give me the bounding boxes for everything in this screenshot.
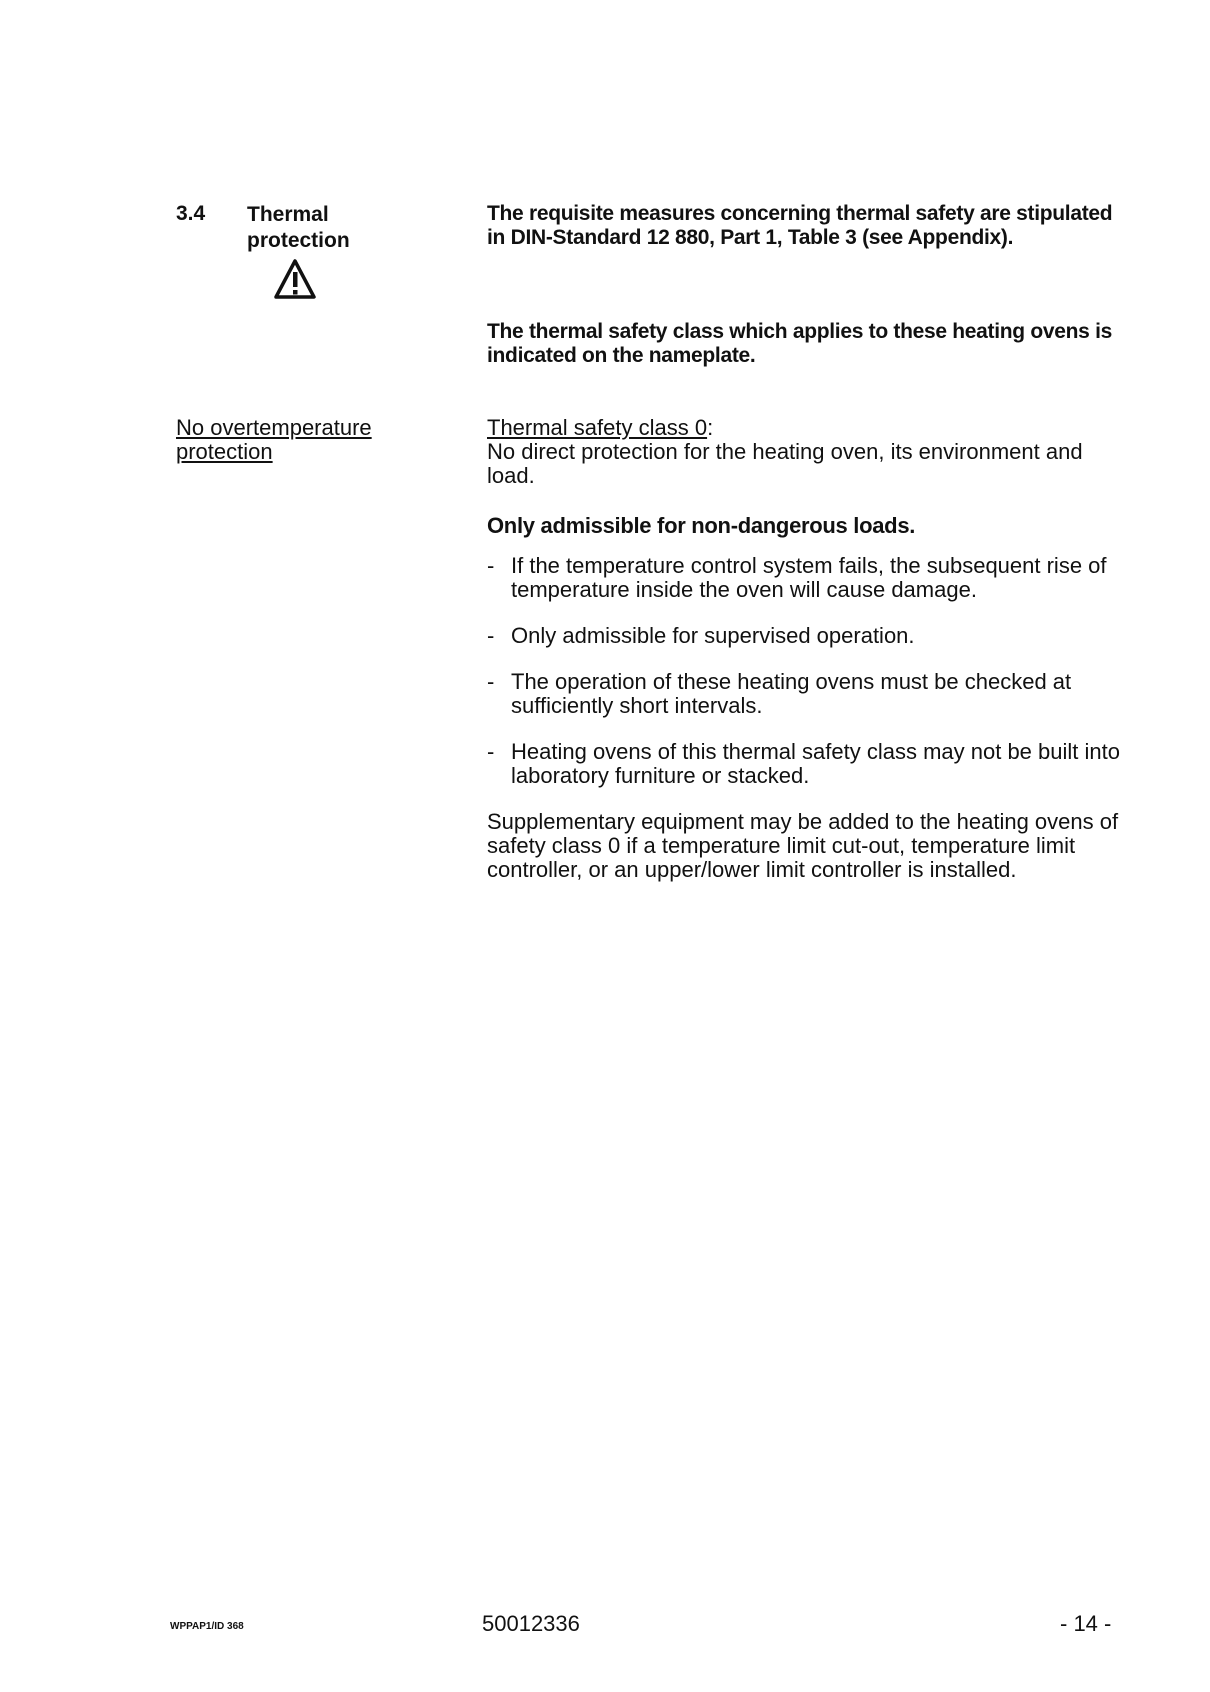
class-description: No direct protection for the heating oven, its environment and load. <box>487 439 1083 488</box>
bullet-list <box>487 554 1127 788</box>
bold-note: Only admissible for non-dangerous loads. <box>487 513 916 538</box>
warning-triangle-icon <box>273 258 317 300</box>
list-item <box>487 554 1127 602</box>
list-item-text: Only admissible for supervised operation. <box>511 623 915 648</box>
footer-doc-number: 50012336 <box>482 1611 580 1636</box>
bullet-marker: - <box>487 669 495 694</box>
class-title: Thermal safety class 0 <box>487 415 708 440</box>
bullet-marker: - <box>487 553 495 578</box>
subsection-body <box>487 416 1127 882</box>
intro-paragraph-nameplate: The thermal safety class which applies to these heating ovens is indicated on the nameplate. <box>487 320 1113 367</box>
intro-paragraph-standard: The requisite measures concerning thermal safety are stipulated in DIN-Standard 12 880, Part 1, Table 3 (see Appendix). <box>487 202 1113 249</box>
section-number: 3.4 <box>176 202 206 225</box>
footer-code: WPPAP1/ID 368 <box>170 1621 244 1632</box>
list-item-text: Heating ovens of this thermal safety class may not be built into laboratory furniture or stacked. <box>511 739 1120 788</box>
class-title-colon: : <box>707 415 714 440</box>
list-item-text: The operation of these heating ovens must be checked at sufficiently short intervals. <box>511 669 1072 718</box>
list-item <box>487 624 1127 648</box>
section-title: Thermal protection <box>247 203 350 252</box>
footer-page-number: - 14 - <box>1060 1611 1112 1636</box>
supplementary-paragraph: Supplementary equipment may be added to the heating ovens of safety class 0 if a temperature limit cut-out, temperature limit controller, or an upper/lower limit controller is installed. <box>487 809 1119 882</box>
bullet-marker: - <box>487 623 495 648</box>
list-item <box>487 740 1127 788</box>
list-item-text: If the temperature control system fails, the subsequent rise of temperature inside the oven will cause damage. <box>511 553 1107 602</box>
bullet-marker: - <box>487 739 495 764</box>
class-heading <box>487 416 1127 440</box>
list-item <box>487 670 1127 718</box>
subsection-label: No overtemperature protection <box>176 415 372 464</box>
